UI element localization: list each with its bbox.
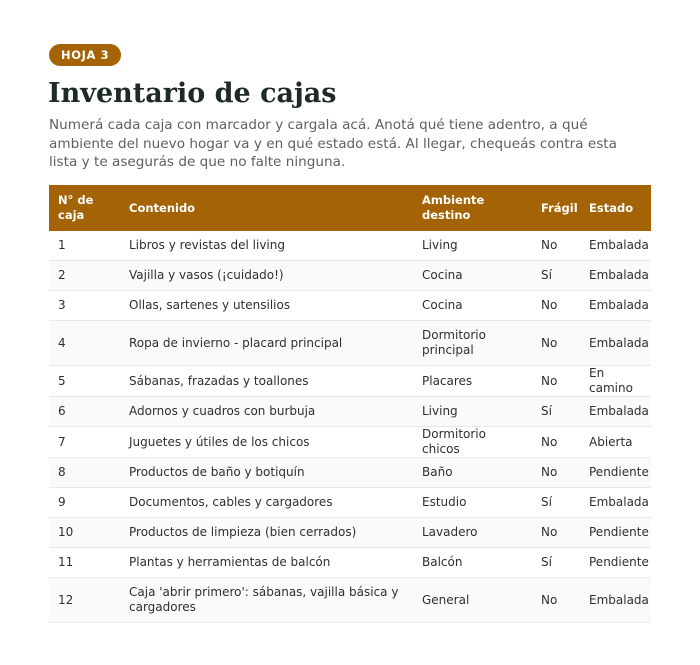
cell-contents: Documentos, cables y cargadores	[121, 488, 414, 518]
cell-destination-room: Cocina	[414, 291, 533, 321]
cell-status: Embalada	[581, 321, 651, 366]
cell-contents: Ropa de invierno - placard principal	[121, 321, 414, 366]
cell-contents: Adornos y cuadros con burbuja	[121, 397, 414, 427]
header-status: Estado	[581, 185, 651, 231]
cell-box-number: 3	[49, 291, 121, 321]
cell-fragile: No	[533, 578, 581, 623]
cell-fragile: No	[533, 518, 581, 548]
cell-status: Embalada	[581, 488, 651, 518]
cell-contents: Plantas y herramientas de balcón	[121, 548, 414, 578]
table-row	[49, 548, 651, 578]
cell-box-number: 9	[49, 488, 121, 518]
cell-box-number: 4	[49, 321, 121, 366]
cell-status: Pendiente	[581, 548, 651, 578]
cell-fragile: No	[533, 427, 581, 458]
inventory-table	[49, 185, 651, 623]
table-row	[49, 366, 651, 397]
table-row	[49, 261, 651, 291]
cell-contents: Productos de baño y botiquín	[121, 458, 414, 488]
cell-fragile: Sí	[533, 397, 581, 427]
table-row	[49, 231, 651, 261]
cell-status: Embalada	[581, 261, 651, 291]
cell-status: Embalada	[581, 578, 651, 623]
table-row	[49, 458, 651, 488]
cell-fragile: No	[533, 231, 581, 261]
cell-destination-room: Living	[414, 397, 533, 427]
table-row	[49, 291, 651, 321]
cell-contents: Vajilla y vasos (¡cuidado!)	[121, 261, 414, 291]
cell-destination-room: Estudio	[414, 488, 533, 518]
cell-fragile: No	[533, 458, 581, 488]
cell-box-number: 6	[49, 397, 121, 427]
cell-fragile: No	[533, 366, 581, 397]
cell-status: Abierta	[581, 427, 651, 458]
cell-destination-room: General	[414, 578, 533, 623]
cell-destination-room: Baño	[414, 458, 533, 488]
cell-box-number: 10	[49, 518, 121, 548]
cell-contents: Libros y revistas del living	[121, 231, 414, 261]
header-fragile: Frágil	[533, 185, 581, 231]
table-row	[49, 321, 651, 366]
cell-destination-room: Dormitorio chicos	[414, 427, 533, 458]
sheet-badge: HOJA 3	[49, 44, 121, 66]
table-row	[49, 488, 651, 518]
cell-status: Embalada	[581, 231, 651, 261]
cell-destination-room: Balcón	[414, 548, 533, 578]
cell-destination-room: Dormitorio principal	[414, 321, 533, 366]
cell-box-number: 11	[49, 548, 121, 578]
table-row	[49, 427, 651, 458]
header-contents: Contenido	[121, 185, 414, 231]
table-header-row	[49, 185, 651, 231]
cell-status: Pendiente	[581, 518, 651, 548]
cell-fragile: Sí	[533, 548, 581, 578]
table-row	[49, 397, 651, 427]
cell-contents: Productos de limpieza (bien cerrados)	[121, 518, 414, 548]
cell-contents: Juguetes y útiles de los chicos	[121, 427, 414, 458]
header-box-number: N° de caja	[49, 185, 121, 231]
cell-destination-room: Living	[414, 231, 533, 261]
cell-status: Embalada	[581, 291, 651, 321]
cell-contents: Sábanas, frazadas y toallones	[121, 366, 414, 397]
cell-destination-room: Cocina	[414, 261, 533, 291]
cell-fragile: No	[533, 321, 581, 366]
cell-box-number: 5	[49, 366, 121, 397]
cell-status: En camino	[581, 366, 651, 397]
cell-box-number: 12	[49, 578, 121, 623]
cell-box-number: 8	[49, 458, 121, 488]
cell-contents: Ollas, sartenes y utensilios	[121, 291, 414, 321]
table-row	[49, 518, 651, 548]
table-row	[49, 578, 651, 623]
cell-status: Embalada	[581, 397, 651, 427]
cell-contents: Caja 'abrir primero': sábanas, vajilla básica y cargadores	[121, 578, 414, 623]
cell-destination-room: Placares	[414, 366, 533, 397]
header-destination-room: Ambiente destino	[414, 185, 533, 231]
cell-box-number: 1	[49, 231, 121, 261]
cell-fragile: No	[533, 291, 581, 321]
cell-box-number: 7	[49, 427, 121, 458]
cell-fragile: Sí	[533, 261, 581, 291]
cell-box-number: 2	[49, 261, 121, 291]
cell-destination-room: Lavadero	[414, 518, 533, 548]
page-title: Inventario de cajas	[48, 78, 337, 109]
cell-status: Pendiente	[581, 458, 651, 488]
cell-fragile: Sí	[533, 488, 581, 518]
intro-paragraph: Numerá cada caja con marcador y cargala acá. Anotá qué tiene adentro, a qué ambiente del nuevo hogar va y en qué estado está. Al llegar, chequeás contra esta lista y te asegurás de que no falte ninguna.	[49, 117, 617, 170]
